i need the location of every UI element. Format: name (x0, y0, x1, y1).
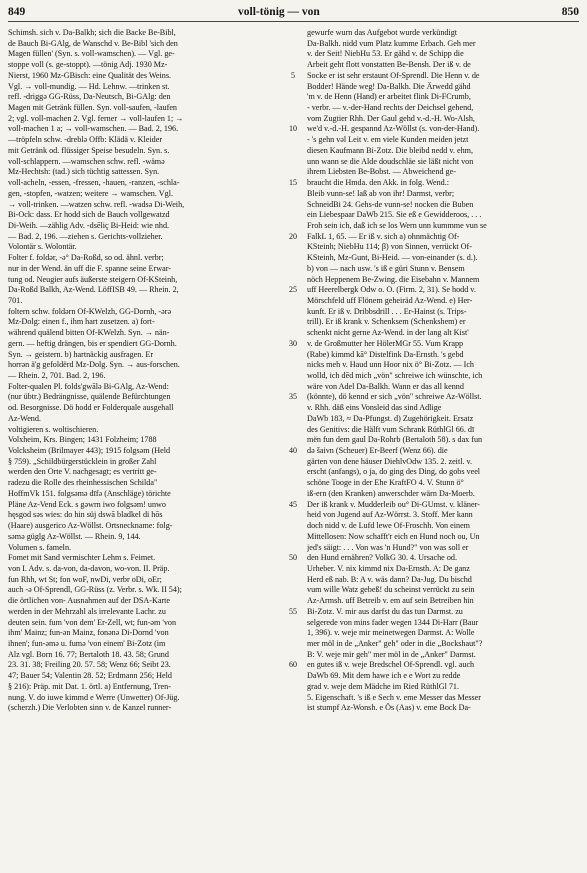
text-line: mer möl in de „Anker" geh" oder in die „Bockshaut"? (307, 638, 483, 648)
text-line: mit Getränk od. flüssiger Speise besudeln. Syn. s. (8, 145, 170, 155)
line-number: 30 (289, 338, 297, 348)
text-line: Socke er ist sehr erstaunt Of-Sprendl. Die Henn v. de (307, 70, 480, 80)
text-line: trill). Er iß krank v. Schenksem (Schenkshem) er (307, 317, 466, 327)
text-line: DaWb 69. Mit dem hawe ich e e Wort zu redde (307, 671, 461, 681)
text-line: KSteinh; NiebHu 114; β) von Sinnen, verrückt Of- (307, 242, 472, 252)
text-line: Alz vgl. Born 16. 77; Bertaloth 18. 43. 58; Grund (8, 649, 169, 659)
text-line: Bodder! Hände weg! Da-Balkh. Die Ärwedd gähd (307, 81, 471, 91)
text-line: unn wann se die Alde doudschläe sie läßt nicht von (307, 156, 474, 166)
text-line: Vgl. → voll-mundig. — Hd. Lehnw. —trinken st. (8, 81, 170, 91)
text-line: 'm v. de Henn (Hand) er arbeitet flink Di-FCrumb, (307, 92, 471, 102)
text-line: Magen füllen' (Syn. s. voll-wamschen). — Vgl. ge- (8, 49, 175, 59)
text-line: den Hund ernähren? VolkG 30. 4. Ursache od. (307, 553, 457, 563)
text-line: 47; Bauer 54; Valentin 28. 52; Erdmann 256; Held (8, 671, 172, 681)
text-line: də šaivn (Scheuer) Er-Beerf (Wenz 66). die (307, 446, 448, 456)
text-line: wäre von Adel Da-Balkh. Wann er das all kennd (307, 381, 464, 391)
text-line: Fomet mit Sand vermischter Lehm s. Feimet. (8, 553, 156, 563)
text-line: vom Zugtier Rhh. Der Gaul gehd v.-d.-H. Wo-Alsh, (307, 113, 475, 123)
text-line: doch nidd v. de Lufd lewe Of-Froschh. Von einem (307, 521, 470, 531)
text-line: ihnen'; fun-əmə u. fumə 'von einem' Bi-Zotz (im (8, 638, 166, 648)
text-line: od. Besorgnisse. Dö hodd er Folderquale ausgehall (8, 403, 174, 413)
text-line: (Rabe) kimmd kā° Distelfink Da-Ernsth. 's gebd (307, 349, 464, 359)
text-line: səmə güglg Az-Wöllst. — Rhein. 9, 144. (8, 531, 141, 541)
text-line: die örtlichen von- Ausnahmen auf der DSA-Karte (8, 596, 170, 606)
line-number: 45 (289, 499, 297, 509)
text-line: voll-schlappern. —wamschen schw. refl. -wämə (8, 156, 165, 166)
text-line: wolld, ich dēd mich „vön" schreiwe ich wünschte, ich (307, 371, 483, 380)
header-rule (8, 21, 579, 22)
text-line: - 's gehn vəl Leit v. em viele Kunden meiden jetzt (307, 135, 469, 145)
text-line: —tröpfeln schw. -dreblə Offb: Klädä v. Kleider (8, 135, 163, 145)
text-line: voll-machen 1 a; → voll-wamschen. — Bad. 2, 196. (8, 124, 179, 134)
text-line: de Bauch Bi-GAlg, de Wanschd v. Be-Bibl 'sich den (8, 38, 178, 48)
right-column (307, 28, 577, 714)
text-line: § 759). „Schildbürgerstücklein in großer Zahl (8, 456, 157, 466)
text-line: → voll-trinken. —watzen schw. refl. -wadsə Di-Weih, (8, 199, 185, 209)
text-line: ihrem Liebsten Be-Bobst. — Abweichend ge- (307, 167, 456, 177)
text-line: Herd eß nab. B: A v. wäs dann? Da-Jug. Du bischd (307, 574, 472, 584)
text-line: Mz-Hechtsh: (tad.) sich tüchtig sattessen. Syn. (8, 167, 160, 177)
text-line: b) von — nach usw. 's iß e güri Stunn v. Bensem (307, 263, 465, 273)
text-line: von I. Adv. s. da-von, da-davon, wo-von. II. Präp. (8, 563, 170, 573)
text-line: Arbeit geht flott vonstatten Be-Bensh. Der iß v. de (307, 60, 471, 70)
line-number: 50 (289, 553, 297, 563)
text-line: nur in der Wend. än uff die F. spanne seine Erwar- (8, 263, 171, 273)
text-line: stoppe voll (s. ge-stoppt). —tönig Adj. 1930 Mz- (8, 60, 168, 70)
text-line: foltern schw. foldərn Of-KWelzh, GG-Dornh, -ərə (8, 306, 172, 316)
line-number: 10 (289, 124, 297, 134)
text-line: nung. V. do iuwe kimmd e Werre (Unwetter) Of-Jüg. (8, 692, 180, 702)
text-line: voll-acheln, -essen, -fressen, -hauen, -ranzen, -schla- (8, 178, 180, 188)
text-line: gen, -stopfen, -watzen; weitere → wamschen. Vgl. (8, 188, 174, 198)
text-line: KSteinh, Mz-Gunt, Bi-Heid. — von-einander (s. d.). (307, 253, 478, 263)
text-line: während quälend bitten Of-KWelzh. Syn. → nän- (8, 328, 170, 338)
text-line: jed's säigt: . . . Von was 'n Hund?" von was soll er (307, 542, 469, 552)
line-number: 5 (291, 70, 295, 80)
line-number: 20 (289, 231, 297, 241)
text-line: Schimsh. sich v. Da-Balkh; sich die Backe Be-Bibl, (8, 28, 176, 37)
text-line: erscht (anfangs), o ja, do ging des Ding, do gobs veel (307, 467, 481, 477)
text-line: voltigieren s. woltischieren. (8, 424, 99, 434)
text-line: 1, 396). v. weje mir meinetwegen Darmst. A: Wolle (307, 628, 475, 638)
text-line: Mz-Dolg: einen f., ihm hart zusetzen. a) fort- (8, 317, 155, 327)
text-line: Az-Armsh. uff Betreib v. em auf sein Betreiben hin (307, 596, 474, 606)
text-line: Syn. → geistern. b) hartnäckig ausfragen. Er (8, 349, 154, 359)
text-line: gewurfe wurn das Aufgebot wurde verkündigt (307, 28, 458, 37)
text-line: FalkL 1, 65. — Er iß v. sich a) ohnmächtig Of- (307, 231, 460, 241)
text-line: HoffmVk 151. folgsəmə dīfə (Anschläge) törichte (8, 488, 171, 498)
text-line: schöne Tooge in der Ehe KraftFO 4. V. Stunn ö° (307, 478, 464, 488)
text-line: ihm' Mainz; fun-ən Mainz, fonənə Di-Dornd 'von (8, 628, 169, 638)
text-line: Folter f. foldər, -ə° Da-Roßd, so od. ähnl. verbr; (8, 253, 164, 263)
text-line: radezu die Rolle des rheinhessischen Schilda" (8, 478, 158, 488)
left-column (8, 28, 278, 714)
text-line: — Bad. 2, 196. —ziehen s. Gerichts-vollzieher. (8, 231, 163, 241)
line-number: 15 (289, 178, 297, 188)
text-line: Volumen s. fameln. (8, 542, 72, 552)
text-line: 2; vgl. voll-machen 2. Vgl. ferner → voll-laufen 1; → (8, 113, 184, 123)
text-line: Pläne Az-Vend Eck. s gəwrn iwo folgsəm! unwo (8, 499, 166, 509)
text-line: schenkt nicht gerne Az-Wend. in der lang alt Kist' (307, 328, 469, 338)
text-line: braucht die Hmda. den Akk. in folg. Wend.: (307, 178, 450, 188)
text-line: grad v. weje dem Mädche im Ried RüthlGl 71. (307, 681, 460, 691)
text-line: 5. Eigenschaft. 's iß e Sech v. eme Messer das Messer (307, 692, 481, 702)
line-number: 40 (289, 446, 297, 456)
text-line: heid von Jugend auf Az-Wörrst. 3. Stoff. Mer kann (307, 510, 473, 520)
text-line: ein Liebespaar DaWb 215. Sie eß e Gewidderoos, . . . (307, 210, 482, 220)
text-line: Magen mit Getränk füllen. Syn. voll-saufen, -laufen (8, 103, 177, 113)
text-line: tung od. Neugier aufs äußerste steigern Of-KSteinh, (8, 274, 178, 284)
text-line: v. de Großmutter her HölerMGr 55. Vum Krapp (307, 338, 464, 348)
text-line: Bleib vunn-se! laß ab von ihr! Darmst, verbr; (307, 188, 455, 198)
left-page-number: 849 (8, 6, 26, 18)
text-line: hęsgod səs wies: do hin süj dswā bladkel di hōs (8, 510, 163, 520)
text-line: - verbr. — v.-der-Hand rechts der Deichsel gehend, (307, 103, 474, 113)
text-line: we'd v.-d.-H. gespannd Az-Wöllst (s. von-der-Hand). (307, 124, 480, 134)
text-line: SchneidBi 24. Gehs-de vunn-se! nocken die Buben (307, 199, 474, 209)
text-line: v. der Seit! NiebHu 53. Er gähd v. de Schipp die (307, 49, 464, 59)
text-line: Bi-Ock: dass. Er hodd sich de Bauch vollgewatzd (8, 210, 170, 220)
text-line: 701. (8, 295, 23, 305)
text-line: — Rhein. 2, 701. Bad. 2, 196. (8, 371, 106, 380)
text-line: B: V. weje mir geh" mer möl in de „Anker" Darmst. (307, 649, 476, 659)
text-line: Da-Balkh. nidd vum Platz kumme Erbach. Geh mer (307, 38, 476, 48)
text-line: (nur übtr.) Bedrängnisse, quälende Befürchtungen (8, 392, 171, 402)
text-line: Der iß krank v. Mudderleib ou° Di-GUmst. v. kläner- (307, 499, 480, 509)
guide-words: voll-tönig — von (238, 6, 320, 18)
text-line: Folter-qualen Pl. folds'gwālə Bi-GAlg, Az-Wend: (8, 381, 169, 391)
text-line: deuten sein. fum 'von dem' Er-Zell, wt; fun-əm 'von (8, 617, 177, 627)
text-line: en gutes iß v. weje Bredschel Of-Sprendl. vgl. auch (307, 660, 475, 670)
text-line: v. Rhh. däß eins Vonsleid das sind Adlige (307, 403, 442, 413)
text-line: iß-ern (den Kranken) anwerschder wärn Da-Moerb. (307, 488, 475, 498)
text-line: gärten von dene häuser DiehlvOdw 135. 2. zeitl. v. (307, 456, 473, 466)
text-line: DaWb 183, ≈ Da-Pfungst. d) Zugehörigkeit. Ersatz (307, 413, 474, 423)
text-line: 23. 31. 38; Freiling 20. 57. 58; Wenz 66; Seibt 23. (8, 660, 171, 670)
text-line: (könnte), dö kennd er sich „vön" schreiwe Az-Wöllst. (307, 392, 482, 402)
text-line: Volontär s. Wolontär. (8, 242, 77, 252)
text-line: Volxheim, Krs. Bingen; 1431 Folzheim; 1788 (8, 435, 157, 445)
text-line: auch -ə Of-Sprendl, GG-Rüss (z. Verbr. s. Wk. II 54); (8, 585, 182, 595)
text-line: Urheber. V. nix kimmd nix Da-Ernsth. A: De ganz (307, 563, 470, 573)
text-line: (scherzh.) Die Verlobten sinn v. de Kanzel runner- (8, 703, 172, 713)
line-number: 35 (289, 392, 297, 402)
text-line: horrən ä'g gefoldërd Mz-Dolg. Syn. → aus-forschen. (8, 360, 180, 370)
text-line: uff Heerelbergk Odw o. O. (Firm. 2, 31). Se hodd v. (307, 285, 476, 295)
text-line: Volcksheim (Brilmayer 443); 1915 folgsəm (Held (8, 446, 171, 456)
text-line: Az-Wend. (8, 413, 41, 423)
line-number: 55 (289, 606, 297, 616)
text-line: ist stumpf Az-Wonsh. e Ös (Aas) v. eme Bock Da- (307, 703, 471, 713)
text-line: gern. — heftig drängen, bis er spendiert GG-Dornh. (8, 338, 177, 348)
text-line: diesen Kaufmann Bi-Zotz. Die bleibd nedd v. ehm, (307, 145, 473, 155)
text-line: Di-Weih. —zählig Adv. -dsēliç Bi-Heid: wie nhd. (8, 220, 170, 230)
line-number: 60 (289, 660, 297, 670)
text-line: werden den Orte V. nachgesagt; es vertritt ge- (8, 467, 157, 477)
text-line: nöch Heppenem Be-Zwing. die Eisebahn v. Mannem (307, 274, 480, 284)
text-line: des Genitivs: die Hälft vum Schrank RüthlGl 66. dī (307, 424, 475, 434)
text-line: Mittellosen: Now schafft'r eich en Hund noch ou, Un (307, 531, 480, 541)
text-line: kunft. Er iß v. Dribbsdrill . . . Er-Hainst (s. Trips- (307, 306, 467, 316)
text-line: Froh sein ich, daß ich se los Wern unn kummme vun se (307, 220, 487, 230)
text-line: fun Rhh, wt St; fon woF, nwDi, verbr oDi, oEr; (8, 574, 162, 584)
text-line: § 216): Präp. mit Dat. 1. örtl. a) Entfernung, Tren- (8, 681, 171, 691)
text-line: Mörschfeld uff Flönem geheiräd Az-Wend. e) Her- (307, 295, 473, 305)
line-number: 25 (289, 285, 297, 295)
text-line: Bi-Zotz. V. mir aus darfst du das tun Darmst. zu (307, 606, 463, 616)
text-line: Nierst, 1960 Mz-GBisch: eine Qualität des Weins. (8, 70, 172, 80)
text-line: selgerede von mins fader wegen 1344 Di-Harr (Baur (307, 617, 479, 627)
text-line: nicks meh v. Haud unn Hoor nix ö° Bi-Zotz. — Ich (307, 360, 474, 370)
text-line: (Haare) ausgerico Az-Wöllst. Ortsneckname: folg- (8, 521, 173, 531)
text-line: vum wille Watz gebeß! du scheinst verrückt zu sein (307, 585, 475, 595)
text-line: refl. -driggə GG-Rüss, Da-Neutsch, Bi-GAlg: den (8, 92, 171, 102)
text-line: werden in der Mehrzahl als irrelevante Lachr. zu (8, 606, 166, 616)
text-line: Da-Roßd Balkh, Az-Wend. LöffISB 49. — Rhein. 2, (8, 285, 179, 295)
right-page-number: 850 (561, 6, 579, 18)
text-line: mën fun dem gaul Da-Rohrb (Bertaloth 58). s dax fun (307, 435, 483, 445)
